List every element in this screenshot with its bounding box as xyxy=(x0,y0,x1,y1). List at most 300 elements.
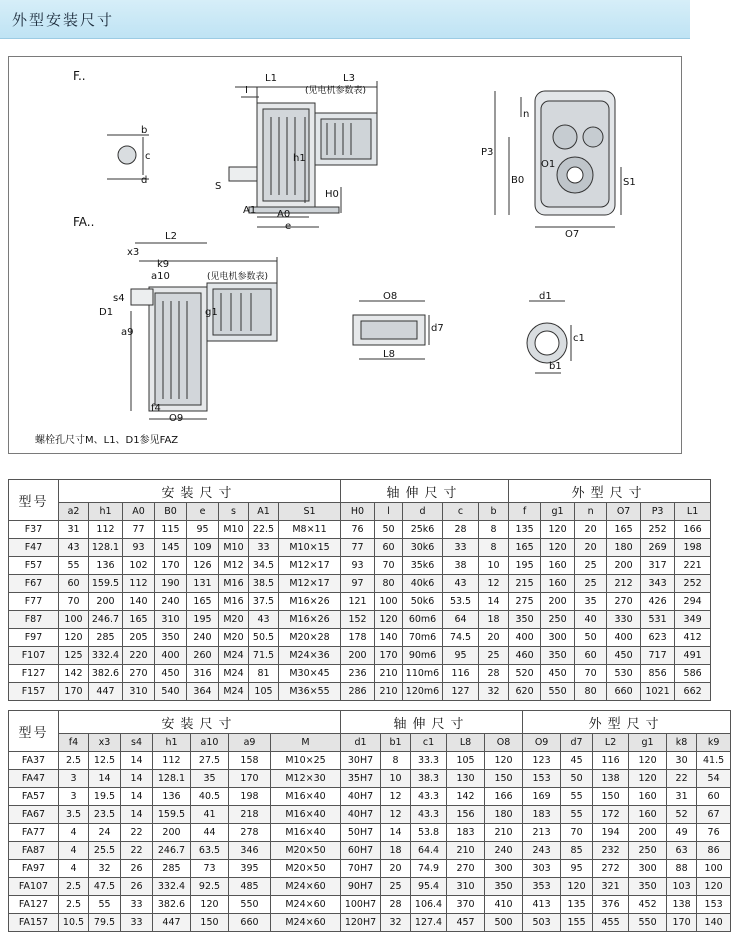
table-cell: 115 xyxy=(155,521,187,539)
table-cell: 350 xyxy=(629,878,667,896)
table-cell: 28 xyxy=(479,665,509,683)
table-cell: 35 xyxy=(191,770,229,788)
column-header: f xyxy=(509,503,541,521)
table-cell: M16×40 xyxy=(271,788,341,806)
table-cell: 370 xyxy=(447,896,485,914)
column-header: h1 xyxy=(89,503,123,521)
dim-s: S xyxy=(215,181,222,192)
table-cell: 272 xyxy=(593,860,629,878)
table-cell: 76 xyxy=(341,521,375,539)
table-cell: 85 xyxy=(561,842,593,860)
table-cell: 30 xyxy=(667,752,697,770)
model-cell: F157 xyxy=(9,683,59,701)
table-cell: 269 xyxy=(641,539,675,557)
table-row xyxy=(9,824,731,842)
table-cell: 64.4 xyxy=(411,842,447,860)
column-header: A0 xyxy=(123,503,155,521)
table-cell: 54 xyxy=(697,770,731,788)
dim-d1: d1 xyxy=(539,291,552,302)
table-cell: 73 xyxy=(191,860,229,878)
table-cell: 14 xyxy=(479,593,509,611)
table-cell: 20 xyxy=(575,521,607,539)
table-cell: 142 xyxy=(59,665,89,683)
table-cell: M16 xyxy=(219,593,249,611)
table-cell: 130 xyxy=(447,770,485,788)
table-cell: 112 xyxy=(123,575,155,593)
table-cell: 321 xyxy=(593,878,629,896)
table-cell: 14 xyxy=(121,788,153,806)
table-cell: 18 xyxy=(381,842,411,860)
column-header: A1 xyxy=(249,503,279,521)
table-cell: 120 xyxy=(629,770,667,788)
column-header: d1 xyxy=(341,734,381,752)
table-cell: 180 xyxy=(485,806,523,824)
table-cell: 232 xyxy=(593,842,629,860)
model-cell: F47 xyxy=(9,539,59,557)
column-header: e xyxy=(187,503,219,521)
table-cell: 60 xyxy=(697,788,731,806)
drawing-note: 螺栓孔尺寸M、L1、D1参见FAZ xyxy=(35,435,179,446)
table-cell: 240 xyxy=(155,593,187,611)
table-cell: 120 xyxy=(541,521,575,539)
table-cell: 120 xyxy=(541,539,575,557)
group-shaft: 轴伸尺寸 xyxy=(341,711,523,734)
table-cell: 150 xyxy=(191,914,229,932)
table-cell: 540 xyxy=(155,683,187,701)
table-cell: 285 xyxy=(89,629,123,647)
table-cell: M16 xyxy=(219,575,249,593)
dim-a0: A0 xyxy=(277,209,291,220)
table-cell: 121 xyxy=(341,593,375,611)
table-cell: 70 xyxy=(59,593,89,611)
table-cell: 195 xyxy=(187,611,219,629)
table-cell: 220 xyxy=(123,647,155,665)
table-cell: M20 xyxy=(219,629,249,647)
dim-h0: H0 xyxy=(325,189,339,200)
table-cell: 200 xyxy=(153,824,191,842)
table-cell: 60H7 xyxy=(341,842,381,860)
table-cell: 25 xyxy=(575,557,607,575)
table-row xyxy=(9,683,711,701)
table-cell: 32 xyxy=(89,860,121,878)
column-header: n xyxy=(575,503,607,521)
table-cell: 25 xyxy=(381,878,411,896)
table-cell: 23.5 xyxy=(89,806,121,824)
table-cell: 350 xyxy=(155,629,187,647)
table-cell: 18 xyxy=(479,611,509,629)
table-cell: 131 xyxy=(187,575,219,593)
table-cell: 270 xyxy=(123,665,155,683)
table-cell: 2.5 xyxy=(59,752,89,770)
table-cell: 70 xyxy=(561,824,593,842)
table-cell: 180 xyxy=(607,539,641,557)
table-cell: 275 xyxy=(509,593,541,611)
table-cell: 100 xyxy=(697,860,731,878)
table-cell: 455 xyxy=(593,914,629,932)
table-cell: 35k6 xyxy=(403,557,443,575)
table-cell: 120 xyxy=(375,611,403,629)
table-cell: 172 xyxy=(593,806,629,824)
table-cell: 43.3 xyxy=(411,788,447,806)
table-cell: 400 xyxy=(155,647,187,665)
group-mounting: 安装尺寸 xyxy=(59,711,341,734)
table-cell: 55 xyxy=(59,557,89,575)
column-header: M xyxy=(271,734,341,752)
table-cell: 30k6 xyxy=(403,539,443,557)
dim-c: c xyxy=(145,151,151,162)
table-cell: 395 xyxy=(229,860,271,878)
table-cell: 210 xyxy=(375,683,403,701)
table-cell: 153 xyxy=(523,770,561,788)
table-cell: 43 xyxy=(59,539,89,557)
table-cell: 450 xyxy=(541,665,575,683)
table-cell: 343 xyxy=(641,575,675,593)
table-cell: 60m6 xyxy=(403,611,443,629)
table-cell: 135 xyxy=(561,896,593,914)
table-cell: 310 xyxy=(155,611,187,629)
table-cell: 120 xyxy=(561,878,593,896)
table-cell: 53.8 xyxy=(411,824,447,842)
table-cell: 126 xyxy=(187,557,219,575)
table-cell: 205 xyxy=(123,629,155,647)
table-cell: 165 xyxy=(123,611,155,629)
table-cell: M24 xyxy=(219,665,249,683)
table-row xyxy=(9,788,731,806)
table-cell: 170 xyxy=(375,647,403,665)
table-cell: 246.7 xyxy=(153,842,191,860)
table-cell: 71.5 xyxy=(249,647,279,665)
table-cell: 145 xyxy=(155,539,187,557)
table-cell: 210 xyxy=(447,842,485,860)
table-cell: 47.5 xyxy=(89,878,121,896)
table-cell: 80 xyxy=(575,683,607,701)
table-cell: M16×40 xyxy=(271,824,341,842)
table-cell: 79.5 xyxy=(89,914,121,932)
column-header: s4 xyxy=(121,734,153,752)
table-cell: 100 xyxy=(59,611,89,629)
column-header: g1 xyxy=(541,503,575,521)
table-cell: 717 xyxy=(641,647,675,665)
table-cell: 450 xyxy=(607,647,641,665)
table-cell: 88 xyxy=(667,860,697,878)
table-cell: 93 xyxy=(341,557,375,575)
table-cell: 90m6 xyxy=(403,647,443,665)
column-header: O8 xyxy=(485,734,523,752)
table-cell: 14 xyxy=(121,752,153,770)
table-cell: 165 xyxy=(607,521,641,539)
table-cell: 140 xyxy=(123,593,155,611)
column-header: d7 xyxy=(561,734,593,752)
column-header: L1 xyxy=(675,503,711,521)
table-cell: 35H7 xyxy=(341,770,381,788)
table-row xyxy=(9,842,731,860)
dim-n: n xyxy=(523,109,530,120)
table-cell: 22 xyxy=(121,842,153,860)
dim-a1: A1 xyxy=(243,205,257,216)
table-cell: 400 xyxy=(607,629,641,647)
table-cell: 332.4 xyxy=(153,878,191,896)
table-cell: 4 xyxy=(59,842,89,860)
table-cell: M12×17 xyxy=(279,575,341,593)
table-cell: 190 xyxy=(155,575,187,593)
table-cell: 63 xyxy=(667,842,697,860)
table-cell: 382.6 xyxy=(153,896,191,914)
table-cell: 4 xyxy=(59,824,89,842)
table-cell: 33 xyxy=(249,539,279,557)
table-cell: 63.5 xyxy=(191,842,229,860)
table-cell: M20×50 xyxy=(271,842,341,860)
table-cell: 128.1 xyxy=(153,770,191,788)
table-cell: 33 xyxy=(443,539,479,557)
table-cell: 33 xyxy=(121,914,153,932)
table-cell: 32 xyxy=(479,683,509,701)
table-cell: 31 xyxy=(59,521,89,539)
table-cell: 37.5 xyxy=(249,593,279,611)
model-cell: F77 xyxy=(9,593,59,611)
table-row xyxy=(9,752,731,770)
model-cell: F87 xyxy=(9,611,59,629)
table-cell: 8 xyxy=(479,521,509,539)
table-cell: 25.5 xyxy=(89,842,121,860)
dim-c1: c1 xyxy=(573,333,585,344)
table-cell: 40 xyxy=(575,611,607,629)
table-cell: 123 xyxy=(523,752,561,770)
table-cell: 38.3 xyxy=(411,770,447,788)
table-cell: 410 xyxy=(485,896,523,914)
table-cell: 12.5 xyxy=(89,752,121,770)
table-cell: 350 xyxy=(485,878,523,896)
table-cell: 250 xyxy=(541,611,575,629)
table-row xyxy=(9,593,711,611)
table-cell: 20 xyxy=(575,539,607,557)
table-cell: 140 xyxy=(375,629,403,647)
dim-l3: L3 xyxy=(343,73,355,84)
table-cell: 77 xyxy=(341,539,375,557)
column-header: a2 xyxy=(59,503,89,521)
table-cell: 155 xyxy=(561,914,593,932)
table-cell: 346 xyxy=(229,842,271,860)
table-cell: 212 xyxy=(607,575,641,593)
table-cell: 550 xyxy=(629,914,667,932)
table-cell: 102 xyxy=(123,557,155,575)
column-header: L8 xyxy=(447,734,485,752)
table-cell: M36×55 xyxy=(279,683,341,701)
fa-series-table xyxy=(8,710,731,932)
dim-l8: L8 xyxy=(383,349,395,360)
table-row xyxy=(9,539,711,557)
column-header: a9 xyxy=(229,734,271,752)
table-cell: 413 xyxy=(523,896,561,914)
dim-h1: h1 xyxy=(293,153,306,164)
table-cell: 74.9 xyxy=(411,860,447,878)
table-cell: 136 xyxy=(153,788,191,806)
dim-p3: P3 xyxy=(481,147,494,158)
dim-b1: b1 xyxy=(549,361,562,372)
table-cell: 25 xyxy=(479,647,509,665)
table-cell: 33.3 xyxy=(411,752,447,770)
table-cell: 159.5 xyxy=(153,806,191,824)
table-cell: 3.5 xyxy=(59,806,89,824)
table-cell: M16×26 xyxy=(279,593,341,611)
table-cell: 166 xyxy=(485,788,523,806)
table-cell: 317 xyxy=(641,557,675,575)
table-row xyxy=(9,575,711,593)
column-header: a10 xyxy=(191,734,229,752)
column-header-row xyxy=(9,734,731,752)
model-cell: FA37 xyxy=(9,752,59,770)
dim-d7: d7 xyxy=(431,323,444,334)
table-cell: 485 xyxy=(229,878,271,896)
table-cell: 120m6 xyxy=(403,683,443,701)
table-cell: 623 xyxy=(641,629,675,647)
table-cell: 200 xyxy=(607,557,641,575)
table-cell: 140 xyxy=(697,914,731,932)
table-cell: 105 xyxy=(447,752,485,770)
table-cell: 170 xyxy=(59,683,89,701)
table-cell: M24×60 xyxy=(271,914,341,932)
column-header: k8 xyxy=(667,734,697,752)
table-cell: 100 xyxy=(375,593,403,611)
model-header: 型号 xyxy=(9,480,59,521)
table-cell: M12×17 xyxy=(279,557,341,575)
dimension-drawing xyxy=(8,56,682,454)
model-cell: FA67 xyxy=(9,806,59,824)
dim-o8: O8 xyxy=(383,291,398,302)
table-cell: 49 xyxy=(667,824,697,842)
table-cell: M10×15 xyxy=(279,539,341,557)
table-cell: 97 xyxy=(341,575,375,593)
column-header: c1 xyxy=(411,734,447,752)
column-header: h1 xyxy=(153,734,191,752)
table-cell: 112 xyxy=(153,752,191,770)
table-cell: 3 xyxy=(59,770,89,788)
table-cell: 500 xyxy=(485,914,523,932)
table-cell: 80 xyxy=(375,575,403,593)
column-header: c xyxy=(443,503,479,521)
column-header: g1 xyxy=(629,734,667,752)
table-cell: 70 xyxy=(375,557,403,575)
table-cell: 38.5 xyxy=(249,575,279,593)
group-shaft: 轴伸尺寸 xyxy=(341,480,509,503)
table-cell: 34.5 xyxy=(249,557,279,575)
table-cell: 127 xyxy=(443,683,479,701)
table-cell: 169 xyxy=(523,788,561,806)
table-cell: 8 xyxy=(479,539,509,557)
table-cell: 221 xyxy=(675,557,711,575)
table-cell: 70m6 xyxy=(403,629,443,647)
table-cell: 116 xyxy=(593,752,629,770)
table-cell: 32 xyxy=(381,914,411,932)
table-cell: 447 xyxy=(153,914,191,932)
table-cell: 153 xyxy=(697,896,731,914)
table-cell: 376 xyxy=(593,896,629,914)
table-cell: 426 xyxy=(641,593,675,611)
table-cell: 128.1 xyxy=(89,539,123,557)
table-cell: 28 xyxy=(381,896,411,914)
model-cell: F127 xyxy=(9,665,59,683)
table-cell: M10 xyxy=(219,539,249,557)
table-cell: 95 xyxy=(561,860,593,878)
table-cell: 278 xyxy=(229,824,271,842)
table-cell: M20×50 xyxy=(271,860,341,878)
table-cell: 215 xyxy=(509,575,541,593)
group-outline: 外型尺寸 xyxy=(523,711,731,734)
table-cell: 14 xyxy=(121,770,153,788)
table-cell: 55 xyxy=(89,896,121,914)
table-cell: 200 xyxy=(341,647,375,665)
table-cell: 166 xyxy=(675,521,711,539)
table-cell: 260 xyxy=(187,647,219,665)
table-cell: 95 xyxy=(443,647,479,665)
table-row xyxy=(9,896,731,914)
table-cell: 491 xyxy=(675,647,711,665)
table-cell: 27.5 xyxy=(191,752,229,770)
table-cell: 135 xyxy=(509,521,541,539)
model-cell: F37 xyxy=(9,521,59,539)
column-header: L2 xyxy=(593,734,629,752)
table-cell: 382.6 xyxy=(89,665,123,683)
table-row xyxy=(9,806,731,824)
table-cell: 50k6 xyxy=(403,593,443,611)
table-cell: 43 xyxy=(249,611,279,629)
table-cell: 350 xyxy=(541,647,575,665)
dim-s4: s4 xyxy=(113,293,125,304)
table-row xyxy=(9,860,731,878)
table-cell: 856 xyxy=(641,665,675,683)
motor-note-f: (见电机参数表) xyxy=(305,86,367,96)
table-cell: M30×45 xyxy=(279,665,341,683)
table-cell: 412 xyxy=(675,629,711,647)
table-cell: 8 xyxy=(381,752,411,770)
dim-b0: B0 xyxy=(511,175,525,186)
table-cell: 120 xyxy=(697,878,731,896)
table-row xyxy=(9,878,731,896)
column-header: f4 xyxy=(59,734,89,752)
table-cell: M10 xyxy=(219,521,249,539)
table-cell: 40H7 xyxy=(341,788,381,806)
table-cell: 10.5 xyxy=(59,914,89,932)
table-cell: 213 xyxy=(523,824,561,842)
table-cell: 120 xyxy=(485,752,523,770)
table-cell: 160 xyxy=(629,806,667,824)
table-cell: 110m6 xyxy=(403,665,443,683)
column-header: b xyxy=(479,503,509,521)
dim-o9: O9 xyxy=(169,413,184,424)
table-cell: 70H7 xyxy=(341,860,381,878)
table-cell: M24×60 xyxy=(271,896,341,914)
group-mounting: 安装尺寸 xyxy=(59,480,341,503)
table-cell: 14 xyxy=(89,770,121,788)
table-cell: 300 xyxy=(485,860,523,878)
table-cell: 364 xyxy=(187,683,219,701)
table-cell: 285 xyxy=(153,860,191,878)
table-cell: 100H7 xyxy=(341,896,381,914)
table-cell: 170 xyxy=(229,770,271,788)
table-row xyxy=(9,647,711,665)
table-cell: 550 xyxy=(541,683,575,701)
table-cell: 26 xyxy=(121,878,153,896)
model-cell: F67 xyxy=(9,575,59,593)
table-cell: 303 xyxy=(523,860,561,878)
table-cell: 103 xyxy=(667,878,697,896)
table-cell: 550 xyxy=(229,896,271,914)
dim-d: d xyxy=(141,175,148,186)
table-cell: M24×36 xyxy=(279,647,341,665)
table-cell: 236 xyxy=(341,665,375,683)
table-cell: 40.5 xyxy=(191,788,229,806)
table-cell: 50 xyxy=(575,629,607,647)
table-cell: 60 xyxy=(59,575,89,593)
